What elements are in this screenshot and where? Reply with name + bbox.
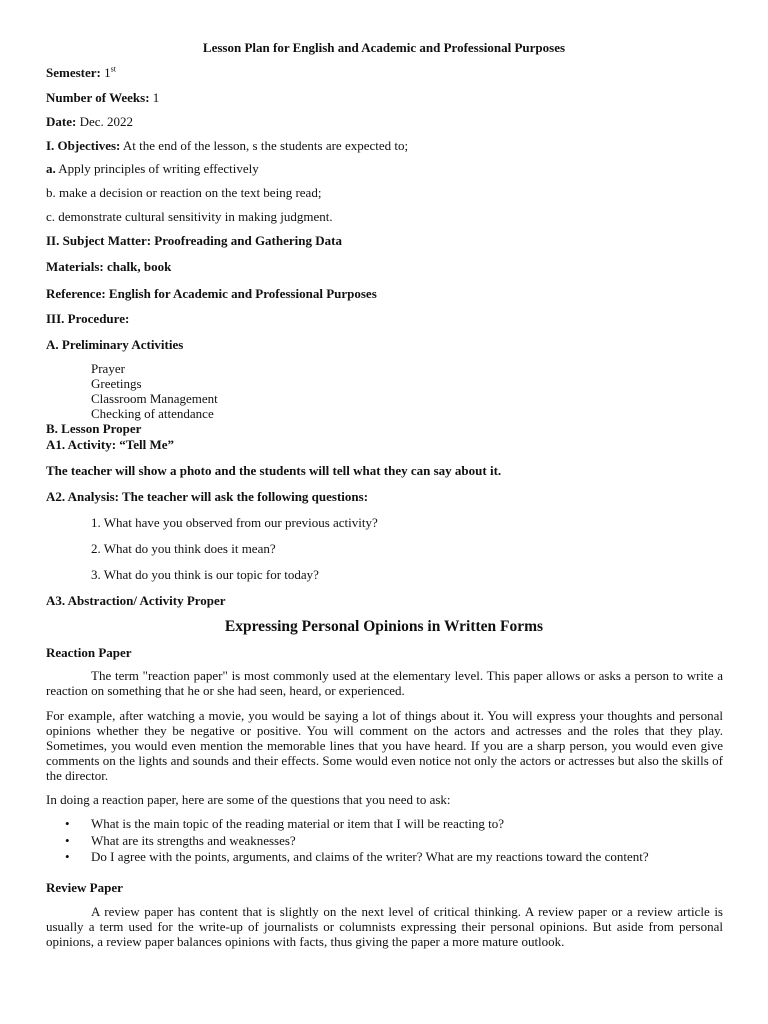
preliminary-item: Checking of attendance [91,406,214,421]
objective-a [46,161,259,176]
bullet-item [65,833,723,848]
objectives-text: At the end of the lesson, s the students are expected to; [122,138,409,153]
bullet-item [65,816,723,831]
reference: Reference: English for Academic and Professional Purposes [46,286,377,301]
question-item: 1. What have you observed from our previous activity? [91,515,378,530]
subject-matter: II. Subject Matter: Proofreading and Gathering Data [46,233,342,248]
preliminary-item: Greetings [91,376,142,391]
bullet-text: What is the main topic of the reading material or item that I will be reacting to? [91,816,504,831]
bullet-icon: • [65,816,70,831]
reaction-paragraph-1: The term "reaction paper" is most commonly used at the elementary level. This paper allows or asks a person to write a reaction on something that he or she had seen, heard, or experienced. [46,668,723,698]
procedure-heading: III. Procedure: [46,311,130,326]
bullet-icon: • [65,849,70,864]
section-title: Expressing Personal Opinions in Written Forms [224,618,544,635]
preliminary-item: Prayer [91,361,125,376]
document-title: Lesson Plan for English and Academic and Professional Purposes [202,40,566,55]
date-label: Date: [46,114,77,129]
objectives-label: I. Objectives: [46,138,121,153]
review-paragraph-1: A review paper has content that is slightly on the next level of critical thinking. A review paper or a review article is usually a term used for the write-up of journalists or columnists expressing their personal opinions. But aside from personal opinions, a review paper balances opinions with facts, thus giving the paper a more mature outlook. [46,904,723,949]
objective-c: c. demonstrate cultural sensitivity in making judgment. [46,209,333,224]
semester-line [46,65,116,80]
bullet-text: Do I agree with the points, arguments, and claims of the writer? What are my reactions toward the content? [91,849,649,864]
abstraction-a3: A3. Abstraction/ Activity Proper [46,593,226,608]
question-item: 3. What do you think is our topic for today? [91,567,319,582]
materials: Materials: chalk, book [46,259,172,274]
semester-label: Semester: [46,65,101,80]
reaction-paragraph-3: In doing a reaction paper, here are some of the questions that you need to ask: [46,792,451,807]
reaction-paragraph-2: For example, after watching a movie, you would be saying a lot of things about it. You will express your thoughts and personal opinions whether they be negative or positive. You will comment on the actors and actresses and the roles that they play. Sometimes, you would even mention the memorable lines that you have heard. If you are a sharp person, you would even give comments on the lights and sounds and their effects. Some would even notice not only the actors or actresses but also the skills of the director. [46,708,723,783]
objective-b: b. make a decision or reaction on the text being read; [46,185,322,200]
activity-a1: A1. Activity: “Tell Me” [46,437,175,452]
objective-a-label: a. [46,161,56,176]
reaction-paper-heading: Reaction Paper [46,645,132,660]
date-value: Dec. 2022 [79,114,134,129]
lesson-proper-heading: B. Lesson Proper [46,421,142,436]
weeks-value: 1 [152,90,160,105]
question-item: 2. What do you think does it mean? [91,541,276,556]
review-paper-heading: Review Paper [46,880,123,895]
analysis-a2: A2. Analysis: The teacher will ask the following questions: [46,489,369,504]
objective-a-text: Apply principles of writing effectively [58,161,259,176]
activity-a1-description: The teacher will show a photo and the students will tell what they can say about it. [46,463,502,478]
bullet-text: What are its strengths and weaknesses? [91,833,296,848]
semester-sup: st [110,64,116,74]
weeks-label: Number of Weeks: [46,90,150,105]
bullet-icon: • [65,833,70,848]
weeks-line [46,90,159,105]
preliminary-item: Classroom Management [91,391,218,406]
objectives-line [46,138,408,153]
bullet-item [65,849,723,864]
preliminary-heading: A. Preliminary Activities [46,337,184,352]
semester-value: 1 [104,65,111,80]
date-line [46,114,133,129]
